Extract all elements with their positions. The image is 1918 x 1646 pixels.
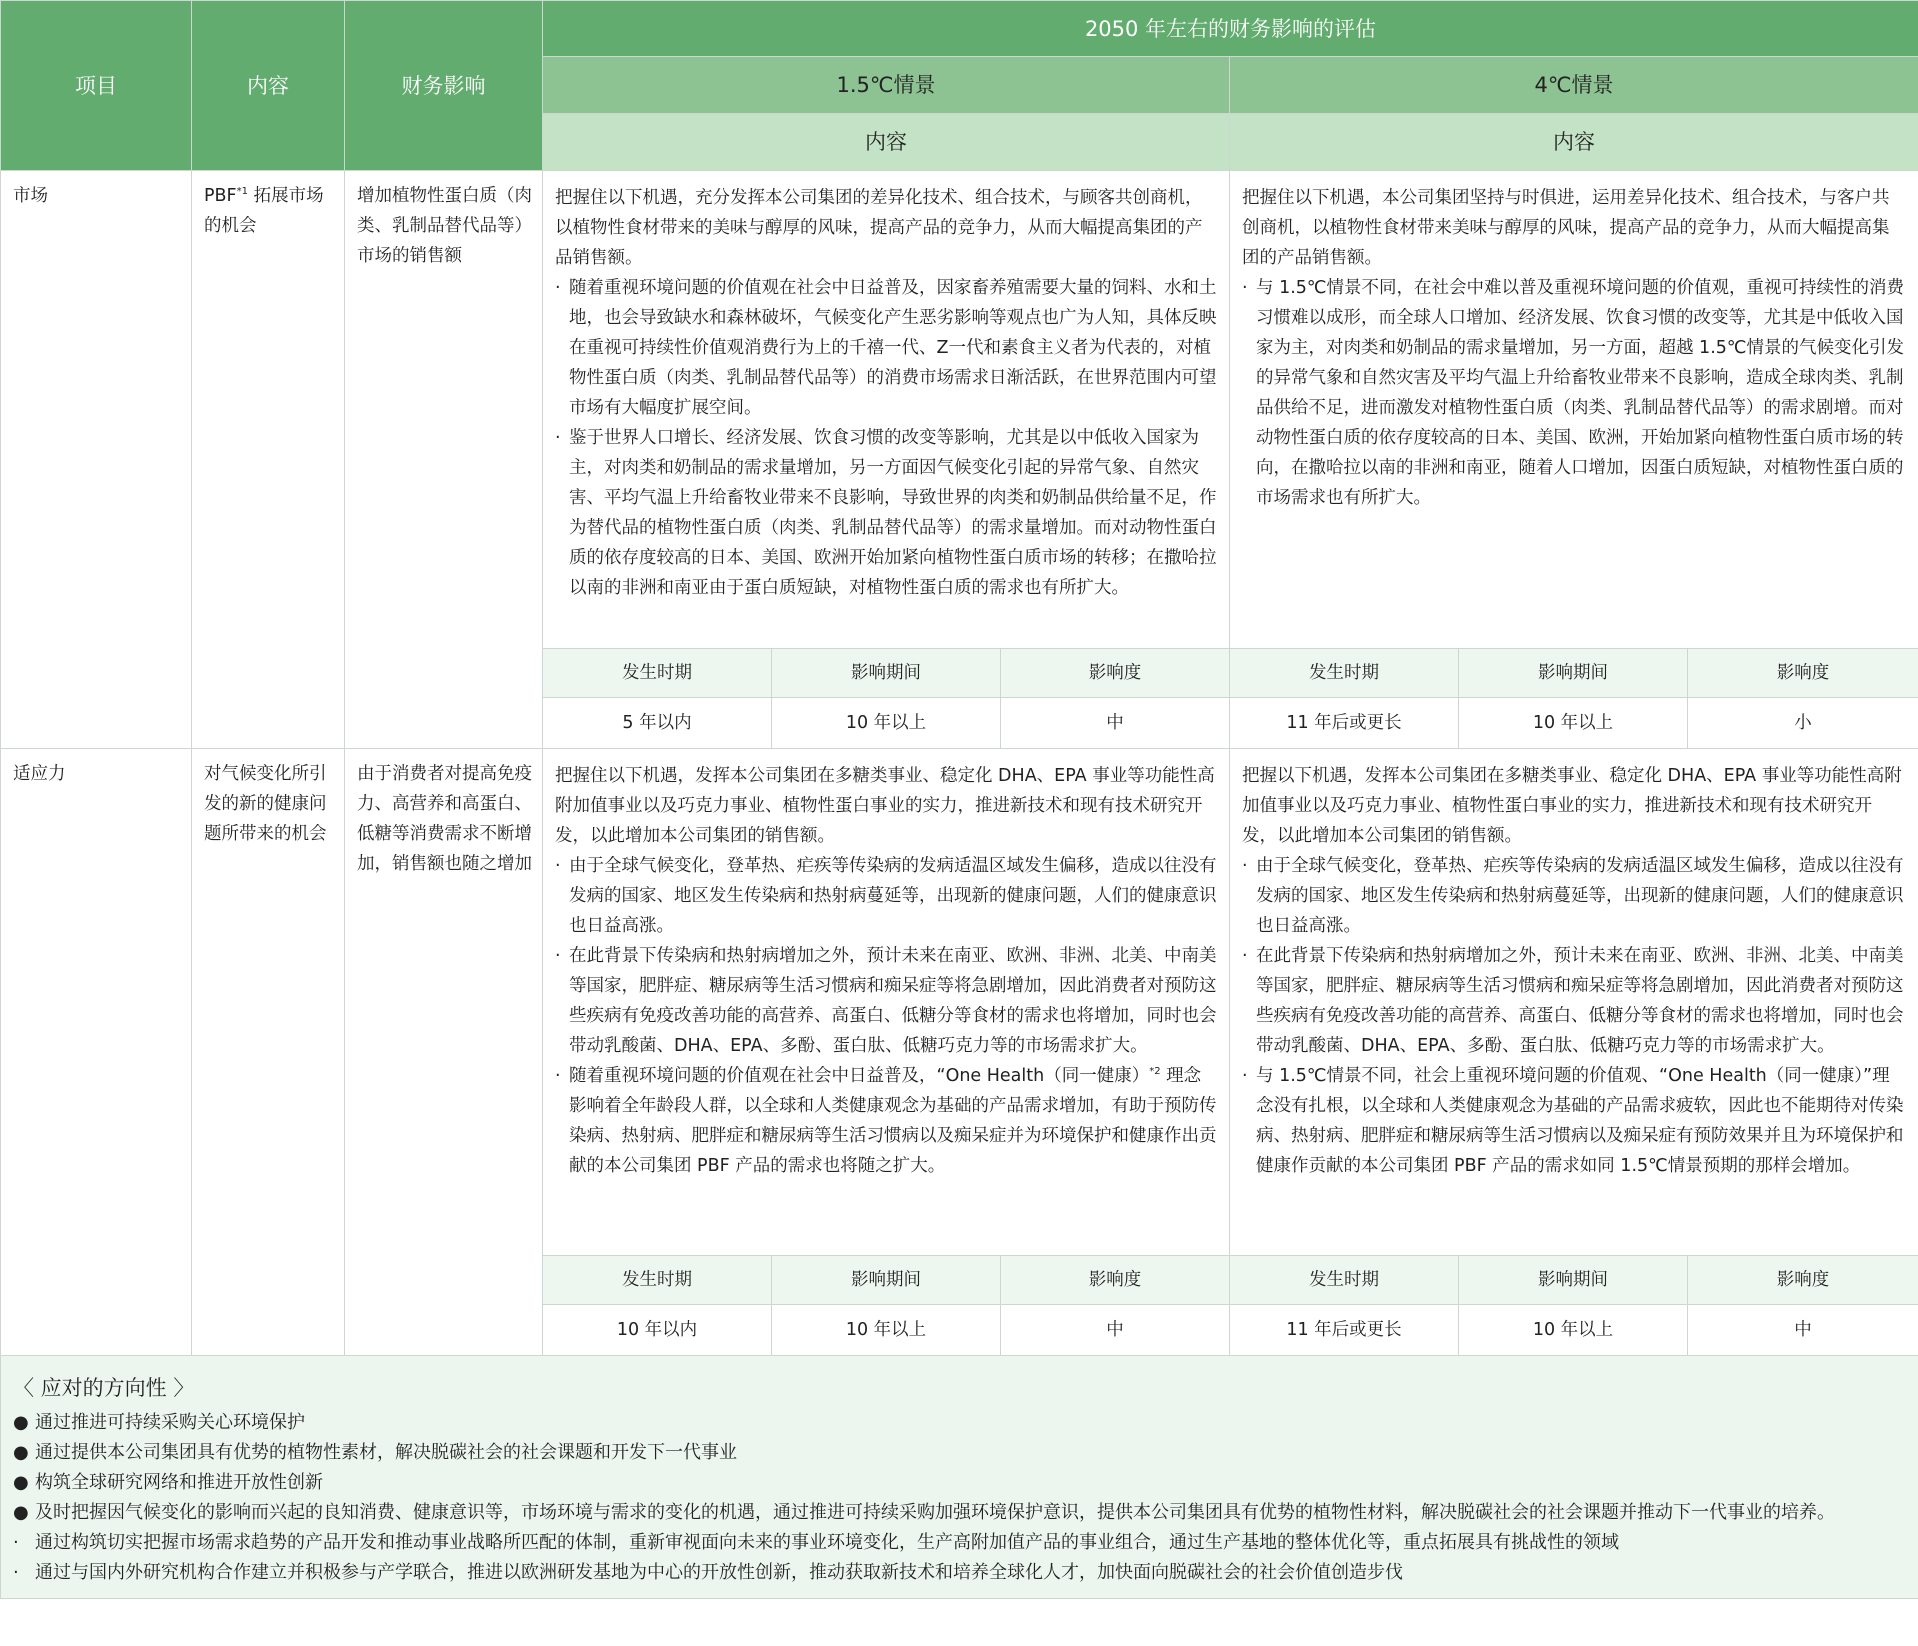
description-intro: 把握住以下机遇，发挥本公司集团在多糖类事业、稳定化 DHA、EPA 事业等功能性高附加值事业以及巧克力事业、植物性蛋白事业的实力，推进新技术和现有技术研究开发，以此增加本公司集团的销售额。 xyxy=(555,766,1215,846)
row-market-content xyxy=(192,171,345,749)
value-timing: 10 年以内 xyxy=(543,1305,772,1356)
label-period: 影响期间 xyxy=(1459,1256,1688,1305)
list-item: ● 构筑全球研究网络和推进开放性创新 xyxy=(13,1472,323,1493)
value-period: 10 年以上 xyxy=(1459,698,1688,749)
label-degree: 影响度 xyxy=(1688,1256,1918,1305)
footnote-mark: *2 xyxy=(1149,1066,1161,1078)
label-timing: 发生时期 xyxy=(543,649,772,698)
list-item: · 通过与国内外研究机构合作建立并积极参与产学联合，推进以欧洲研发基地为中心的开放性创新，推动获取新技术和培养全球化人才，加快面向脱碳社会的社会价值创造步伐 xyxy=(13,1562,1403,1583)
header-scenario-4c: 4℃情景 xyxy=(1230,57,1918,114)
label-period: 影响期间 xyxy=(772,649,1001,698)
value-timing: 11 年后或更长 xyxy=(1230,1305,1459,1356)
row-adaptability-content xyxy=(192,749,345,1356)
label-degree: 影响度 xyxy=(1001,649,1230,698)
label-degree: 影响度 xyxy=(1688,649,1918,698)
subheader-content-4c: 内容 xyxy=(1230,114,1918,171)
list-item: · 通过构筑切实把握市场需求趋势的产品开发和推动事业战略所匹配的体制，重新审视面向未来的事业环境变化，生产高附加值产品的事业组合，通过生产基地的整体优化等，重点拓展具有挑战性的领域 xyxy=(13,1532,1619,1553)
row-adaptability-item xyxy=(1,749,192,1356)
description-intro: 把握住以下机遇，本公司集团坚持与时俱进，运用差异化技术、组合技术，与客户共创商机，以植物性食材带来美味与醇厚的风味，提高产品的竞争力，从而大幅提高集团的产品销售额。 xyxy=(1242,188,1890,268)
value-timing: 5 年以内 xyxy=(543,698,772,749)
value-degree: 中 xyxy=(1688,1305,1918,1356)
list-item: ● 通过推进可持续采购关心环境保护 xyxy=(13,1412,305,1433)
value-period: 10 年以上 xyxy=(772,698,1001,749)
header-content: 内容 xyxy=(192,1,345,171)
adaptability-4c-description xyxy=(1230,749,1918,1256)
value-period: 10 年以上 xyxy=(1459,1305,1688,1356)
footnote-mark: *1 xyxy=(236,186,248,198)
label-timing: 发生时期 xyxy=(543,1256,772,1305)
description-intro: 把握以下机遇，发挥本公司集团在多糖类事业、稳定化 DHA、EPA 事业等功能性高附加值事业以及巧克力事业、植物性蛋白事业的实力，推进新技术和现有技术研究开发，以此增加本公司集团的销售额。 xyxy=(1242,766,1902,846)
market-4c-description xyxy=(1230,171,1918,649)
header-item: 项目 xyxy=(1,1,192,171)
response-direction-section xyxy=(1,1356,1918,1599)
subheader-content-1-5c: 内容 xyxy=(543,114,1230,171)
list-item: ● 通过提供本公司集团具有优势的植物性素材，解决脱碳社会的社会课题和开发下一代事业 xyxy=(13,1442,737,1463)
list-item: · 鉴于世界人口增长、经济发展、饮食习惯的改变等影响，尤其是以中低收入国家为主，对肉类和奶制品的需求量增加，另一方面因气候变化引起的异常气象、自然灾害、平均气温上升给畜牧业带来不良影响，导致世界的肉类和奶制品供给量不足，作为替代品的植物性蛋白质（肉类、乳制品替代品等）的需求量增加。而对动物性蛋白质的依存度较高的日本、美国、欧洲开始加紧向植物性蛋白质市场的转移；在撒哈拉以南的非洲和南亚由于蛋白质短缺，对植物性蛋白质的需求也有所扩大。 xyxy=(555,428,1217,598)
list-item: · 与 1.5℃情景不同，社会上重视环境问题的价值观、“One Health（同一健康）”理念没有扎根，以全球和人类健康观念为基础的产品需求疲软，因此也不能期待对传染病、热射病、肥胖症和糖尿病等生活习惯病以及痴呆症有预防效果并且为环境保护和健康作贡献的本公司集团 PBF 产品的需求如同 1.5℃情景预期的那样会增加。 xyxy=(1242,1066,1904,1176)
header-financial-impact: 财务影响 xyxy=(345,1,543,171)
list-item: · 随着重视环境问题的价值观在社会中日益普及，“One Health（同一健康）$^{*2}$ 理念影响着全年龄段人群，以全球和人类健康观念为基础的产品需求增加，有助于预防传染病、热射病、肥胖症和糖尿病等生活习惯病以及痴呆症并为环境保护和健康作出贡献的本公司集团 PBF 产品的需求也将随之扩大。 xyxy=(555,1066,1217,1176)
row-market-item xyxy=(1,171,192,749)
adaptability-1-5c-description xyxy=(543,749,1230,1256)
list-item: · 在此背景下传染病和热射病增加之外，预计未来在南亚、欧洲、非洲、北美、中南美等国家，肥胖症、糖尿病等生活习惯病和痴呆症等将急剧增加，因此消费者对预防这些疾病有免疫改善功能的高营养、高蛋白、低糖分等食材的需求也将增加，同时也会带动乳酸菌、DHA、EPA、多酚、蛋白肽、低糖巧克力等的市场需求扩大。 xyxy=(1242,946,1904,1056)
list-item: ● 及时把握因气候变化的影响而兴起的良知消费、健康意识等，市场环境与需求的变化的机遇，通过推进可持续采购加强环境保护意识，提供本公司集团具有优势的植物性材料，解决脱碳社会的社会课题并推动下一代事业的培养。 xyxy=(13,1502,1835,1523)
value-period: 10 年以上 xyxy=(772,1305,1001,1356)
content-text: 对气候变化所引发的新的健康问题所带来的机会 xyxy=(204,764,327,844)
label-degree: 影响度 xyxy=(1001,1256,1230,1305)
header-assessment: 2050 年左右的财务影响的评估 xyxy=(543,1,1918,57)
value-degree: 小 xyxy=(1688,698,1918,749)
impact-text: 由于消费者对提高免疫力、高营养和高蛋白、低糖等消费需求不断增加，销售额也随之增加 xyxy=(357,764,532,874)
section-title: 〈 应对的方向性 〉 xyxy=(13,1376,195,1400)
impact-text: 增加植物性蛋白质（肉类、乳制品替代品等）市场的销售额 xyxy=(357,186,532,266)
list-item: · 由于全球气候变化，登革热、疟疾等传染病的发病适温区域发生偏移，造成以往没有发病的国家、地区发生传染病和热射病蔓延等，出现新的健康问题，人们的健康意识也日益高涨。 xyxy=(1242,856,1904,936)
content-text: PBF xyxy=(204,186,237,206)
label-period: 影响期间 xyxy=(772,1256,1001,1305)
label-period: 影响期间 xyxy=(1459,649,1688,698)
content-text: 拓展市场的机会 xyxy=(204,186,324,236)
row-market-impact xyxy=(345,171,543,749)
header-scenario-1-5c: 1.5℃情景 xyxy=(543,57,1230,114)
list-item: · 与 1.5℃情景不同，在社会中难以普及重视环境问题的价值观，重视可持续性的消费习惯难以成形，而全球人口增加、经济发展、饮食习惯的改变等，尤其是中低收入国家为主，对肉类和奶制品的需求量增加，另一方面，超越 1.5℃情景的气候变化引发的异常气象和自然灾害及平均气温上升给畜牧业带来不良影响，造成全球肉类、乳制品供给不足，进而激发对植物性蛋白质（肉类、乳制品替代品等）的需求剧增。而对动物性蛋白质的依存度较高的日本、美国、欧洲，开始加紧向植物性蛋白质市场的转向，在撒哈拉以南的非洲和南亚，随着人口增加，因蛋白质短缺，对植物性蛋白质的市场需求也有所扩大。 xyxy=(1242,278,1905,508)
value-timing: 11 年后或更长 xyxy=(1230,698,1459,749)
item-label: 市场 xyxy=(13,186,48,206)
description-intro: 把握住以下机遇，充分发挥本公司集团的差异化技术、组合技术，与顾客共创商机，以植物性食材带来的美味与醇厚的风味，提高产品的竞争力，从而大幅提高集团的产品销售额。 xyxy=(555,188,1203,268)
list-item: · 在此背景下传染病和热射病增加之外，预计未来在南亚、欧洲、非洲、北美、中南美等国家，肥胖症、糖尿病等生活习惯病和痴呆症等将急剧增加，因此消费者对预防这些疾病有免疫改善功能的高营养、高蛋白、低糖分等食材的需求也将增加，同时也会带动乳酸菌、DHA、EPA、多酚、蛋白肽、低糖巧克力等的市场需求扩大。 xyxy=(555,946,1217,1056)
list-item: · 由于全球气候变化，登革热、疟疾等传染病的发病适温区域发生偏移，造成以往没有发病的国家、地区发生传染病和热射病蔓延等，出现新的健康问题，人们的健康意识也日益高涨。 xyxy=(555,856,1217,936)
item-label: 适应力 xyxy=(13,764,66,784)
value-degree: 中 xyxy=(1001,698,1230,749)
value-degree: 中 xyxy=(1001,1305,1230,1356)
label-timing: 发生时期 xyxy=(1230,1256,1459,1305)
market-1-5c-description xyxy=(543,171,1230,649)
list-item: · 随着重视环境问题的价值观在社会中日益普及，因家畜养殖需要大量的饲料、水和土地，也会导致缺水和森林破坏，气候变化产生恶劣影响等观点也广为人知，具体反映在重视可持续性价值观消费行为上的千禧一代、Z一代和素食主义者为代表的，对植物性蛋白质（肉类、乳制品替代品等）的消费市场需求日渐活跃，在世界范围内可望市场有大幅度扩展空间。 xyxy=(555,278,1217,418)
label-timing: 发生时期 xyxy=(1230,649,1459,698)
row-adaptability-impact xyxy=(345,749,543,1356)
